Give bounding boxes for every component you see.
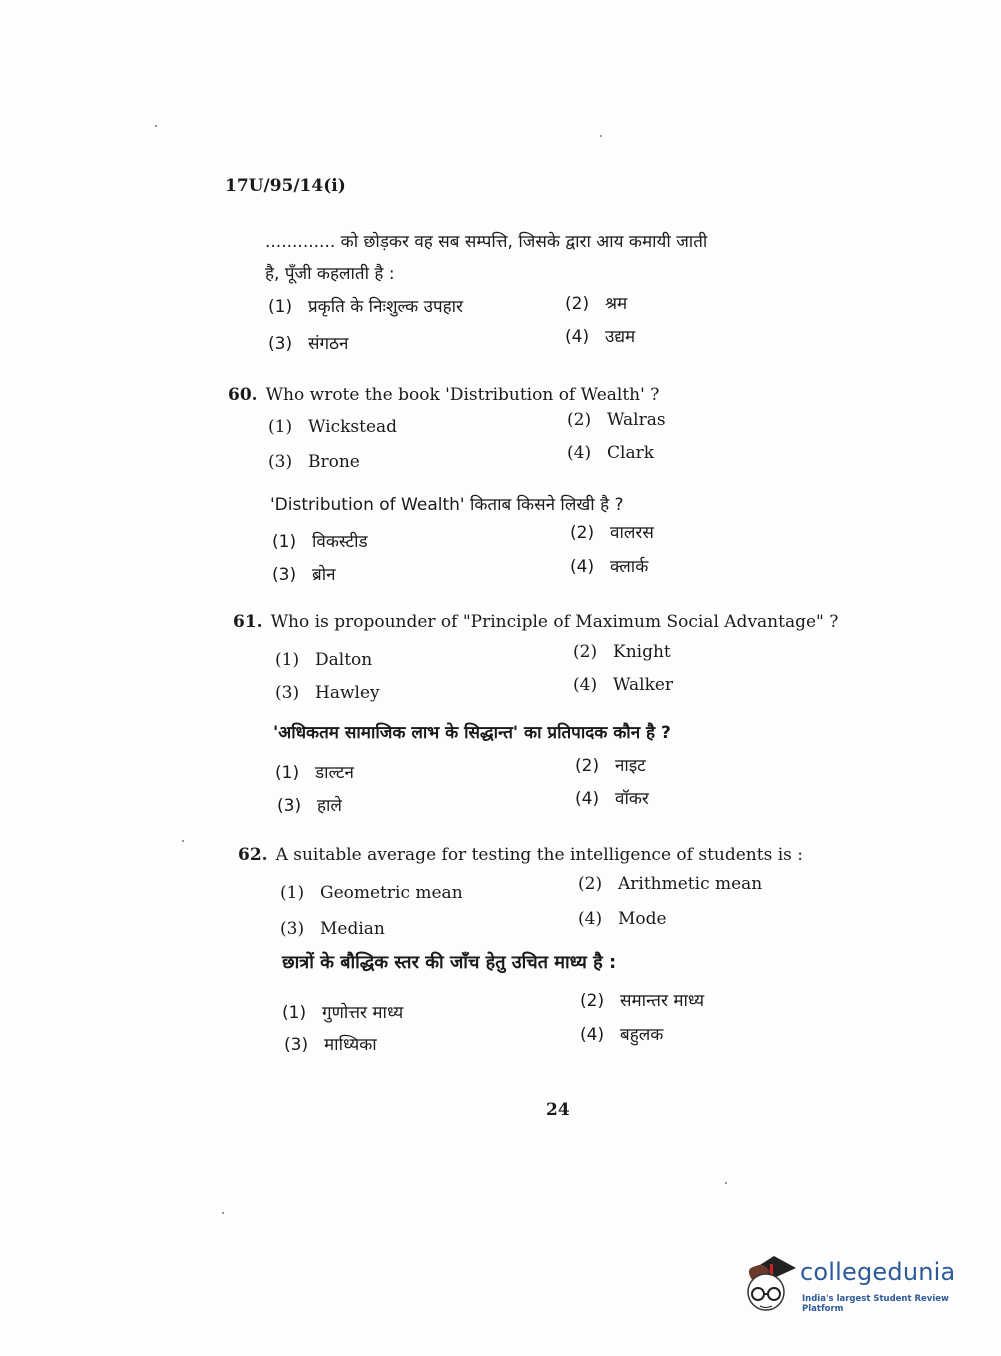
option-number: (3)	[268, 334, 293, 354]
option-text: Knight	[613, 642, 671, 662]
option-text: Clark	[607, 443, 655, 463]
option-4	[573, 675, 673, 695]
page-number: 24	[546, 1100, 570, 1120]
option-number: (1)	[268, 417, 293, 437]
option-number: (1)	[268, 297, 293, 317]
question-number: 60.	[228, 385, 258, 405]
option-text: गुणोत्तर माध्य	[322, 1003, 404, 1023]
option-text: Walker	[613, 675, 674, 695]
question-text	[238, 845, 803, 865]
question-text-hindi: है, पूँजी कहलाती है :	[265, 264, 395, 284]
option-number: (3)	[275, 683, 300, 703]
option-3-hindi	[284, 1032, 377, 1055]
option-1	[275, 650, 372, 670]
option-text: हाले	[317, 796, 342, 816]
option-4	[565, 324, 635, 347]
option-2-hindi	[575, 753, 646, 776]
option-text: विकस्टीड	[312, 532, 368, 552]
paper-code: 17U/95/14(i)	[225, 176, 346, 196]
option-4-hindi	[570, 554, 648, 577]
option-text: समान्तर माध्य	[620, 991, 705, 1011]
scan-speck	[222, 1212, 224, 1214]
option-number: (1)	[280, 883, 305, 903]
option-number: (2)	[578, 874, 603, 894]
option-1	[280, 883, 463, 903]
option-2	[578, 874, 762, 894]
option-1-hindi	[275, 760, 354, 783]
option-text: Geometric mean	[320, 883, 463, 903]
option-text: Hawley	[315, 683, 380, 703]
option-4	[578, 909, 667, 929]
option-3	[268, 331, 348, 354]
option-text: उद्यम	[605, 327, 636, 347]
option-text: क्लार्क	[610, 557, 649, 577]
question-text-hindi: 'Distribution of Wealth' किताब किसने लिखी है ?	[270, 495, 624, 515]
option-text: वॉकर	[615, 789, 649, 809]
option-text: संगठन	[308, 334, 349, 354]
option-number: (4)	[573, 675, 598, 695]
option-1	[268, 294, 463, 317]
option-text: Median	[320, 919, 385, 939]
option-number: (1)	[282, 1003, 307, 1023]
option-text: माध्यिका	[324, 1035, 377, 1055]
question-body: Who wrote the book 'Distribution of Wealth' ?	[265, 385, 660, 405]
option-number: (1)	[275, 763, 300, 783]
option-2	[573, 642, 671, 662]
option-text: Wickstead	[308, 417, 398, 437]
scan-speck	[155, 125, 157, 127]
scan-speck	[725, 1182, 727, 1184]
option-4-hindi	[575, 786, 649, 809]
option-3	[268, 452, 360, 472]
option-text: डाल्टन	[315, 763, 354, 783]
option-2-hindi	[570, 520, 654, 543]
option-4	[567, 443, 654, 463]
question-number: 61.	[233, 612, 263, 632]
option-text: वालरस	[610, 523, 654, 543]
question-body: A suitable average for testing the intelligence of students is :	[275, 845, 803, 865]
question-body: Who is propounder of "Principle of Maximum Social Advantage" ?	[270, 612, 839, 632]
question-number: 62.	[238, 845, 268, 865]
collegedunia-watermark	[742, 1250, 972, 1320]
option-number: (3)	[284, 1035, 309, 1055]
option-3	[280, 919, 385, 939]
option-number: (3)	[280, 919, 305, 939]
option-text: प्रकृति के निःशुल्क उपहार	[308, 297, 463, 317]
option-text: Mode	[618, 909, 667, 929]
option-number: (4)	[580, 1025, 605, 1045]
question-text-hindi: 'अधिकतम सामाजिक लाभ के सिद्धान्त' का प्रतिपादक कौन है ?	[273, 723, 671, 743]
option-number: (2)	[565, 294, 590, 314]
option-text: Dalton	[315, 650, 373, 670]
option-number: (2)	[567, 410, 592, 430]
scan-speck	[182, 840, 184, 842]
option-3-hindi	[272, 562, 336, 585]
mascot-icon	[744, 1254, 796, 1312]
option-3-hindi	[277, 793, 342, 816]
option-2	[567, 410, 666, 430]
option-number: (4)	[575, 789, 600, 809]
option-text: श्रम	[605, 294, 628, 314]
option-number: (4)	[570, 557, 595, 577]
option-number: (3)	[277, 796, 302, 816]
option-3	[275, 683, 380, 703]
option-1	[268, 417, 397, 437]
option-text: Arithmetic mean	[618, 874, 763, 894]
question-text-hindi: ............. को छोड़कर वह सब सम्पत्ति, जिसके द्वारा आय कमायी जाती	[265, 232, 708, 252]
option-number: (2)	[570, 523, 595, 543]
option-text: बहुलक	[620, 1025, 664, 1045]
option-4-hindi	[580, 1022, 663, 1045]
option-number: (2)	[573, 642, 598, 662]
option-2	[565, 291, 627, 314]
option-number: (3)	[272, 565, 297, 585]
option-number: (2)	[575, 756, 600, 776]
scan-speck	[600, 135, 602, 137]
option-text: नाइट	[615, 756, 646, 776]
option-number: (4)	[578, 909, 603, 929]
question-text-hindi: छात्रों के बौद्धिक स्तर की जाँच हेतु उचित माध्य है :	[282, 952, 617, 973]
option-1-hindi	[282, 1000, 403, 1023]
question-text	[233, 612, 838, 632]
option-text: ब्रोन	[312, 565, 336, 585]
option-text: Walras	[607, 410, 666, 430]
question-text	[228, 385, 659, 405]
option-number: (4)	[567, 443, 592, 463]
option-number: (4)	[565, 327, 590, 347]
brand-tagline: India's largest Student Review Platform	[802, 1294, 949, 1314]
option-text: Brone	[308, 452, 360, 472]
option-number: (1)	[272, 532, 297, 552]
option-number: (2)	[580, 991, 605, 1011]
option-number: (1)	[275, 650, 300, 670]
brand-name: collegedunia	[800, 1258, 956, 1286]
option-2-hindi	[580, 988, 704, 1011]
option-1-hindi	[272, 529, 368, 552]
option-number: (3)	[268, 452, 293, 472]
